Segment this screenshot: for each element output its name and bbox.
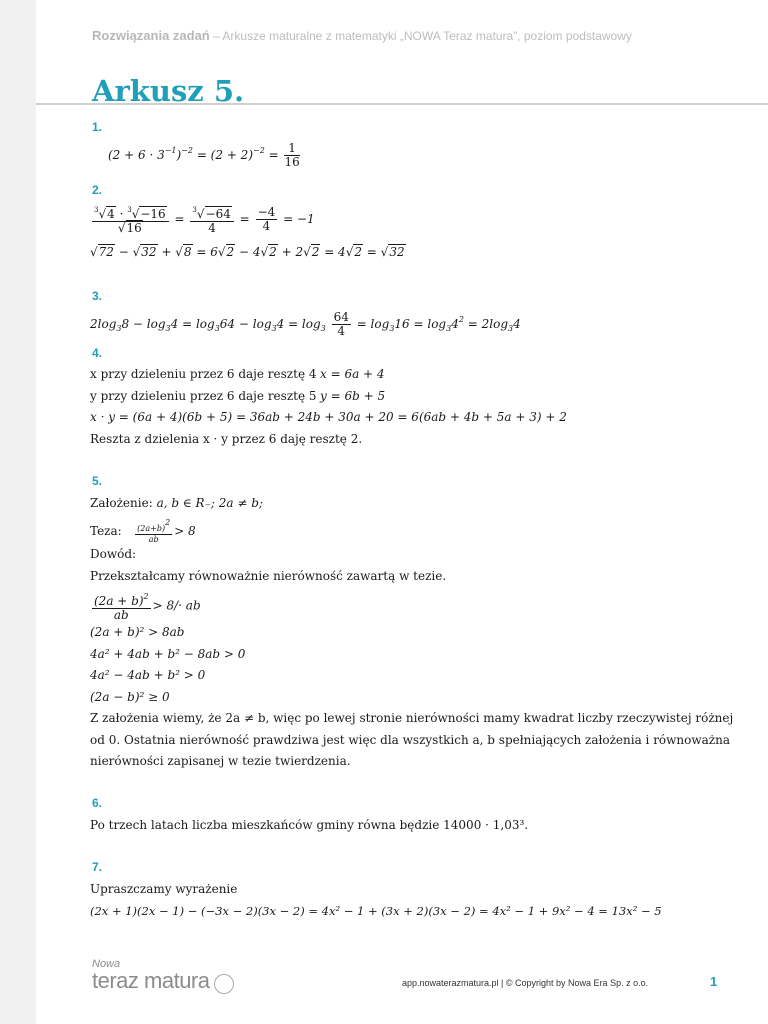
left-margin-bar <box>0 0 36 1024</box>
task-4-line-2-eq: y = 6b + 5 <box>320 389 386 403</box>
task-4-line-4: Reszta z dzielenia x · y przez 6 daję resztę 2. <box>90 432 363 446</box>
task-2-equation-1: $\frac{^3√4 \cdot ^3√-16}{√16}$ = $\frac{^3√-64}{4}$ = $\frac{-4}{4}$ = −1 <box>94 205 315 235</box>
page-number: 1 <box>710 974 718 989</box>
task-1-number: 1. <box>92 120 103 134</box>
footer-copyright: app.nowaterazmatura.pl | © Copyright by Nowa Era Sp. z o.o. <box>402 978 649 988</box>
task-6-text: Po trzech latach liczba mieszkańców gminy równa będzie 14000 · 1,03³. <box>90 818 529 832</box>
task-5-conclusion-3: nierówności zapisanej w tezie twierdzenia. <box>90 754 351 768</box>
task-7-intro: Upraszczamy wyrażenie <box>90 882 238 896</box>
task-4-line-2: y przy dzieleniu przez 6 daje resztę 5 <box>90 389 317 403</box>
task-3-equation: $2\log_38 - \log_34 = \log_364 - \log_34 = \log_3$ $\frac{64}{4}$ = $\log_316 = \log_34^2 = 2\log_34$ <box>90 310 521 338</box>
thesis-label: Teza: <box>90 524 122 538</box>
task-5-thesis: Teza: $\frac{(2a+b)^2}{ab}$ > 8 <box>90 518 196 544</box>
task-5-conclusion-1: Z założenia wiemy, że 2a ≠ b, więc po lewej stronie nierówności mamy kwadrat liczby rzeczywistej różnej <box>90 711 734 725</box>
task-5-step-2: (2a + b)² > 8ab <box>90 625 185 639</box>
header-rest: – Arkusze maturalne z matematyki „NOWA Teraz matura”, poziom podstawowy <box>209 29 632 43</box>
task-5-step-1: $\frac{(2a + b)^2}{ab}$ > 8/· ab <box>94 592 201 622</box>
lightbulb-icon <box>214 974 234 994</box>
task-7-expression: (2x + 1)(2x − 1) − (−3x − 2)(3x − 2) = 4x² − 1 + (3x + 2)(3x − 2) = 4x² − 1 + 9x² − 4 = 13x² − 5 <box>90 904 662 918</box>
task-3-number: 3. <box>92 289 103 303</box>
task-5-step-3: 4a² + 4ab + b² − 8ab > 0 <box>90 647 246 661</box>
running-header <box>92 28 732 43</box>
task-5-number: 5. <box>92 474 103 488</box>
task-6-number: 6. <box>92 796 103 810</box>
task-5-conclusion-2: od 0. Ostatnia nierówność prawdziwa jest więc dla wszystkich a, b spełniających założenia i równoważna <box>90 733 731 747</box>
task-5-step-4: 4a² − 4ab + b² > 0 <box>90 668 206 682</box>
task-2-number: 2. <box>92 183 103 197</box>
logo-small-text: Nowa <box>92 958 121 970</box>
assumption-text: a, b ∈ R₋; 2a ≠ b; <box>156 496 263 510</box>
assumption-label: Założenie: <box>90 496 153 510</box>
task-5-step-5: (2a − b)² ≥ 0 <box>90 690 170 704</box>
header-bold: Rozwiązania zadań <box>92 28 210 43</box>
logo-main-text: teraz matura <box>92 968 210 993</box>
brand-logo <box>92 958 234 994</box>
page-title: Arkusz 5. <box>92 74 245 108</box>
task-5-assumption <box>90 495 263 511</box>
task-7-number: 7. <box>92 860 103 874</box>
task-4-line-3: x · y = (6a + 4)(6b + 5) = 36ab + 24b + 30a + 20 = 6(6ab + 4b + 5a + 3) + 2 <box>90 410 567 424</box>
task-5-proof-label: Dowód: <box>90 547 137 561</box>
task-2-equation-2: √72 − √32 + √8 = 6√2 − 4√2 + 2√2 = 4√2 = √32 <box>90 245 405 259</box>
task-4-line-1: x przy dzieleniu przez 6 daje resztę 4 <box>90 367 317 381</box>
task-4-number: 4. <box>92 346 103 360</box>
task-5-proof-intro: Przekształcamy równoważnie nierówność zawartą w tezie. <box>90 569 447 583</box>
task-4-line-1-eq: x = 6a + 4 <box>320 367 385 381</box>
task-1-equation: $(2 + 6 \cdot 3^{-1})^{-2} = (2 + 2)^{-2}$ = $\frac{1}{16}$ <box>108 141 300 169</box>
